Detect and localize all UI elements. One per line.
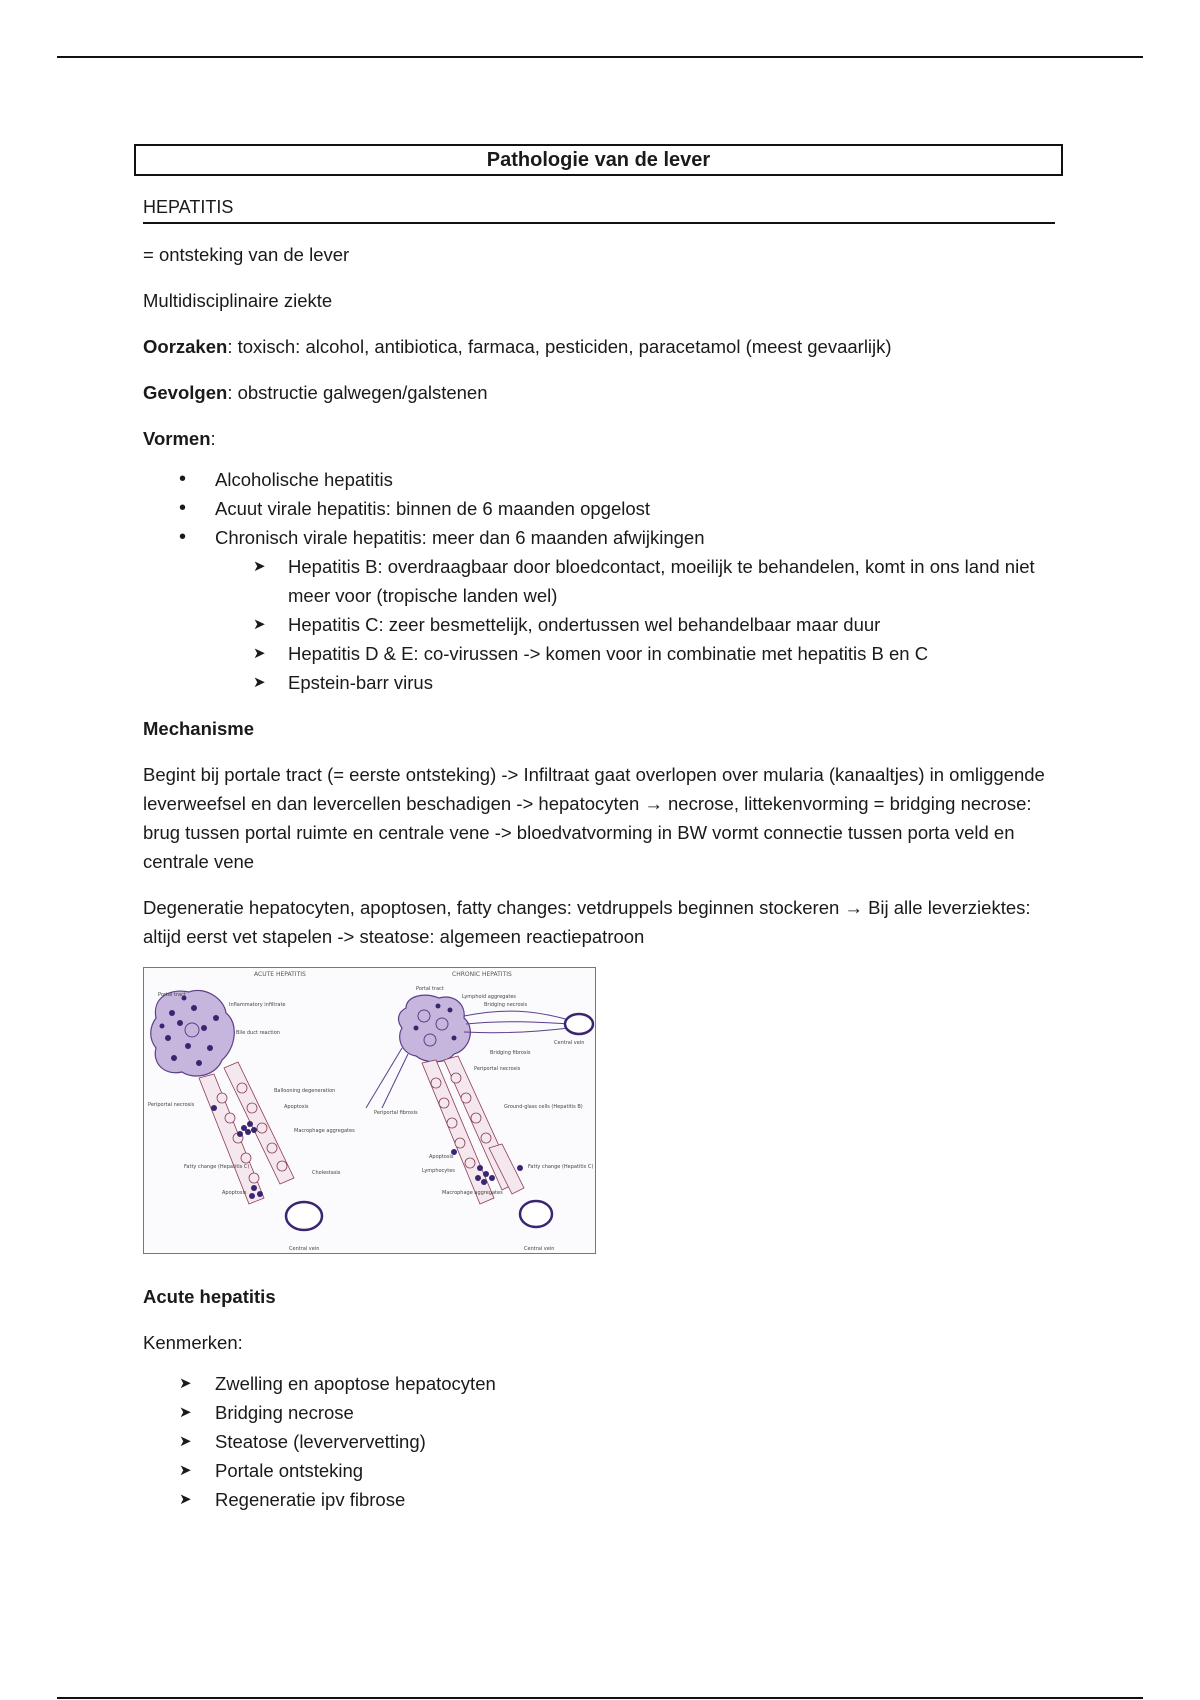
document-title: Pathologie van de lever	[134, 144, 1063, 176]
features-list	[143, 1369, 1065, 1514]
chronic-label: Bridging necrosis	[484, 1002, 528, 1008]
mechanism-paragraph-1: Begint bij portale tract (= eerste ontsteking) -> Infiltraat gaat overlopen over mularia (kanaaltjes) in omliggende leverweefsel en dan levercellen beschadigen -> hepatocyten → necrose, littekenvorming = bridging necrose: brug tussen portal ruimte en centrale vene -> bloedvatvorming in BW vormt connectie tussen porta veld en centrale vene	[143, 764, 1045, 872]
section-heading-hepatitis: HEPATITIS	[143, 196, 1055, 224]
consequences-text: : obstructie galwegen/galstenen	[227, 382, 488, 403]
acute-diagram-title: ACUTE HEPATITIS	[254, 971, 306, 978]
hepatitis-diagram-figure	[143, 967, 596, 1254]
list-item: ➤ Hepatitis D & E: co-virussen -> komen voor in combinatie met hepatitis B en C	[143, 639, 1065, 668]
chronic-label: Lymphocytes	[422, 1168, 455, 1174]
list-item: ➤ Epstein-barr virus	[143, 668, 1065, 697]
chronic-label: Periportal fibrosis	[374, 1110, 418, 1116]
footer-rule	[57, 1697, 1143, 1699]
chronic-hepatitis-list	[143, 552, 1065, 697]
consequences-paragraph	[143, 378, 1065, 407]
chronic-label: Lymphoid aggregates	[462, 994, 517, 1000]
definition-text: = ontsteking van de lever	[143, 244, 350, 265]
list-item: ➤ Hepatitis B: overdraagbaar door bloedcontact, moeilijk te behandelen, komt in ons land niet meer voor (tropische landen wel)	[143, 552, 1065, 610]
header-rule	[57, 56, 1143, 58]
chronic-label: Apoptosis	[429, 1154, 454, 1160]
chronic-label: Fatty change (Hepatitis C)	[528, 1164, 594, 1170]
chronic-label: Bridging fibrosis	[490, 1050, 531, 1056]
arrow-bullet-icon: ➤	[179, 1491, 192, 1508]
chronic-label: Central vein	[554, 1040, 585, 1046]
list-item: • Acuut virale hepatitis: binnen de 6 maanden opgelost	[143, 494, 1065, 523]
features-label: Kenmerken:	[143, 1332, 243, 1353]
chronic-portal-tract	[399, 995, 471, 1062]
arrow-bullet-icon: ➤	[253, 616, 266, 633]
chronic-hepatocyte-cords	[422, 1056, 524, 1204]
mechanism-paragraph-2: Degeneratie hepatocyten, apoptosen, fatty changes: vetdruppels beginnen stockeren → Bij alle leverziektes: altijd eerst vet stapelen -> steatose: algemeen reactiepatroon	[143, 897, 1031, 947]
arrow-bullet-icon: ➤	[253, 558, 266, 575]
chronic-central-vein	[520, 1201, 552, 1227]
acute-hepatitis-heading: Acute hepatitis	[143, 1286, 276, 1307]
list-item: ➤ Bridging necrose	[143, 1398, 1065, 1427]
acute-central-vein	[286, 1202, 322, 1230]
acute-label: Central vein	[289, 1246, 320, 1252]
list-item: • Alcoholische hepatitis	[143, 465, 1065, 494]
causes-text: : toxisch: alcohol, antibiotica, farmaca, pesticiden, paracetamol (meest gevaarlijk)	[227, 336, 892, 357]
arrow-bullet-icon: ➤	[179, 1462, 192, 1479]
acute-portal-tract	[151, 990, 235, 1076]
chronic-label: Central vein	[524, 1246, 555, 1252]
arrow-bullet-icon: ➤	[179, 1375, 192, 1392]
acute-label: Portal tract	[158, 992, 186, 998]
acute-label: Apoptosis	[222, 1190, 247, 1196]
chronic-label: Macrophage aggregates	[442, 1190, 503, 1196]
acute-label: Periportal necrosis	[148, 1102, 195, 1108]
list-item: • Chronisch virale hepatitis: meer dan 6 maanden afwijkingen	[143, 523, 1065, 552]
acute-label: Cholestasis	[312, 1170, 341, 1176]
chronic-central-vein-top	[565, 1014, 593, 1034]
hepatitis-diagram	[144, 968, 597, 1255]
consequences-label: Gevolgen	[143, 382, 228, 403]
acute-label: Apoptosis	[284, 1104, 309, 1110]
forms-list	[143, 465, 1065, 552]
list-item: ➤ Steatose (leververvetting)	[143, 1427, 1065, 1456]
acute-label: Fatty change (Hepatitis C)	[184, 1164, 250, 1170]
chronic-diagram-title: CHRONIC HEPATITIS	[452, 971, 512, 978]
arrow-bullet-icon: ➤	[179, 1404, 192, 1421]
list-item: ➤ Regeneratie ipv fibrose	[143, 1485, 1065, 1514]
bullet-icon: •	[179, 468, 187, 490]
bullet-icon: •	[179, 526, 187, 548]
document-page	[143, 144, 1065, 1514]
arrow-bullet-icon: ➤	[253, 645, 266, 662]
acute-label: Macrophage aggregates	[294, 1128, 355, 1134]
bullet-icon: •	[179, 497, 187, 519]
chronic-label: Ground-glass cells (Hepatitis B)	[504, 1104, 583, 1110]
list-item: ➤ Hepatitis C: zeer besmettelijk, ondertussen wel behandelbaar maar duur	[143, 610, 1065, 639]
multidisciplinary-text: Multidisciplinaire ziekte	[143, 290, 333, 311]
list-item: ➤ Portale ontsteking	[143, 1456, 1065, 1485]
chronic-label: Periportal necrosis	[474, 1066, 521, 1072]
forms-label: Vormen	[143, 428, 211, 449]
acute-label: Inflammatory infiltrate	[229, 1002, 286, 1008]
causes-paragraph	[143, 332, 1065, 361]
acute-label: Ballooning degeneration	[274, 1088, 336, 1094]
list-item: ➤ Zwelling en apoptose hepatocyten	[143, 1369, 1065, 1398]
acute-label: Bile duct reaction	[236, 1030, 280, 1036]
arrow-bullet-icon: ➤	[253, 674, 266, 691]
forms-colon: :	[210, 428, 216, 449]
forms-paragraph	[143, 424, 1065, 453]
causes-label: Oorzaken	[143, 336, 228, 357]
mechanism-heading: Mechanisme	[143, 718, 255, 739]
arrow-bullet-icon: ➤	[179, 1433, 192, 1450]
chronic-label: Portal tract	[416, 986, 444, 992]
